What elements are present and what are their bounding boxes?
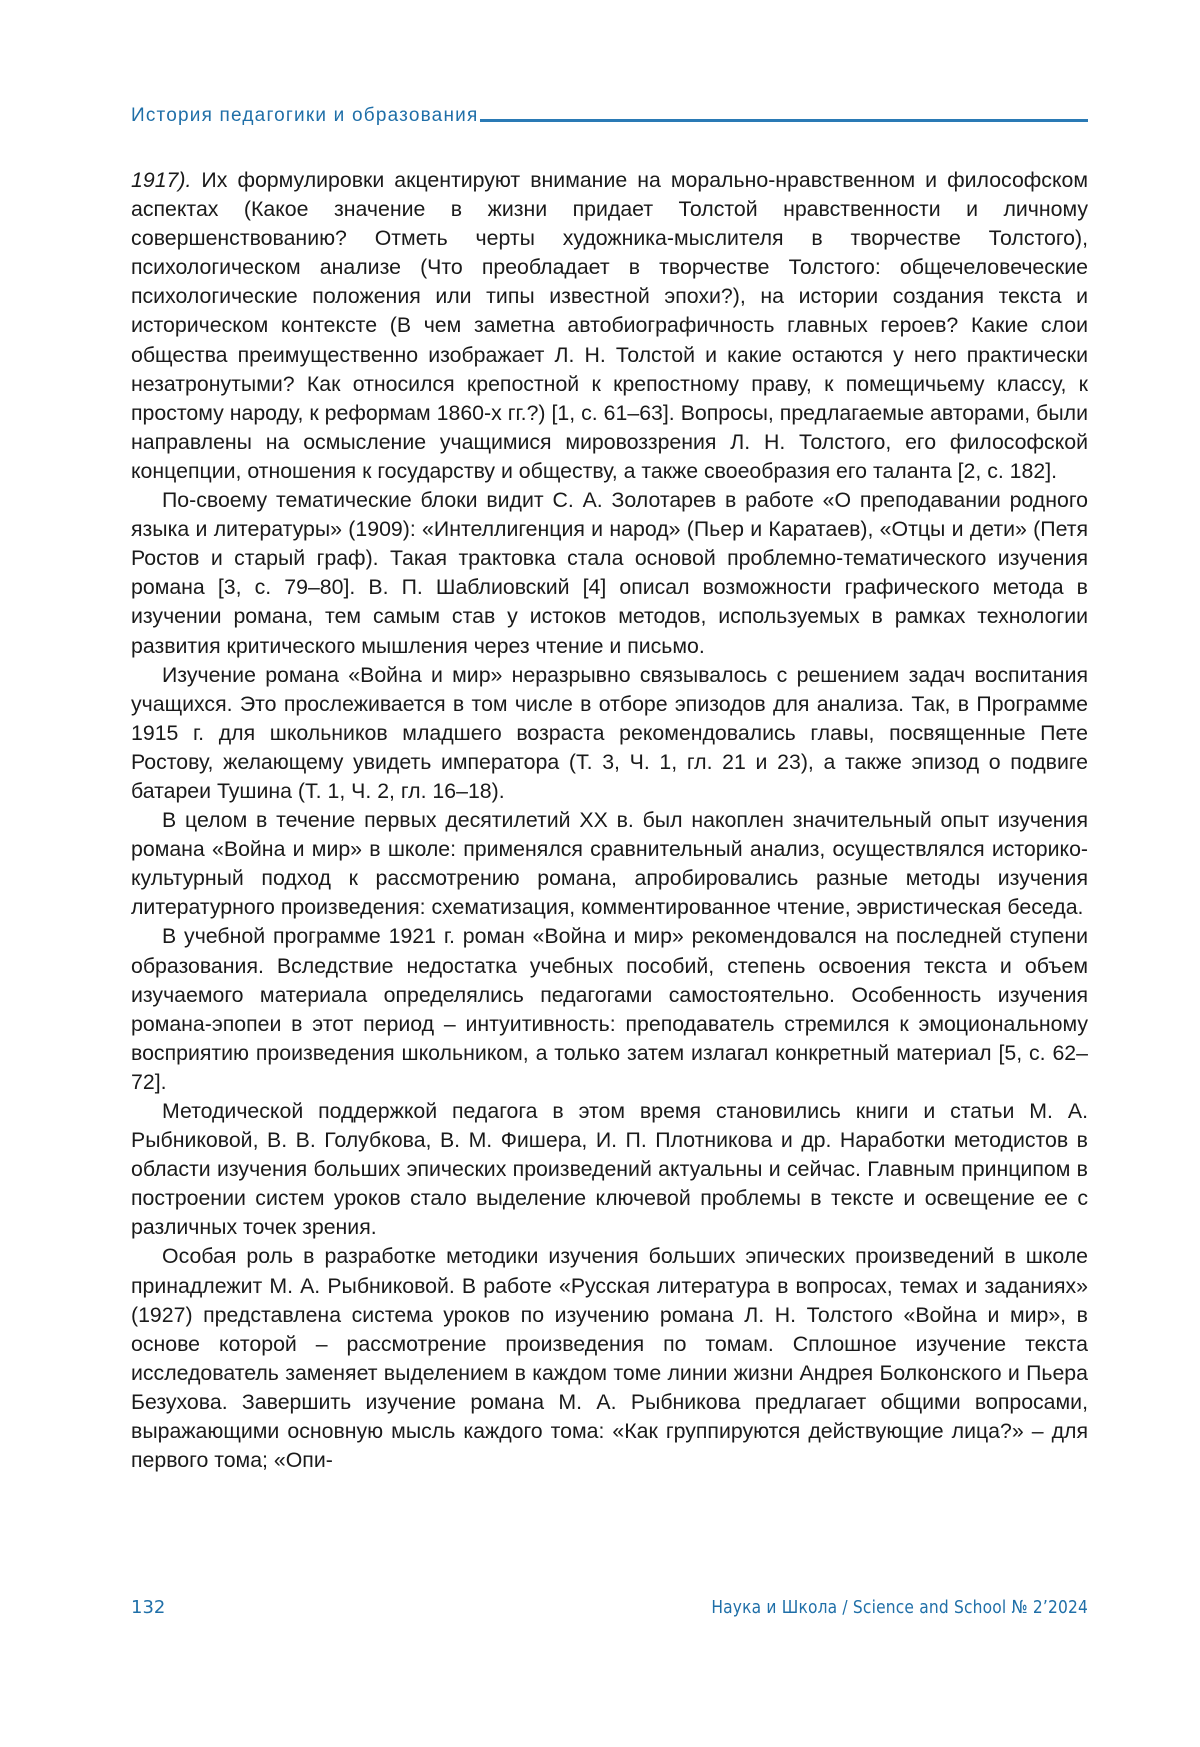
paragraph-text: Их формулировки акцентируют внимание на морально-нравственном и философском аспектах (Какое значение в жизни придает Толстой нравственности и личному совершенствованию? Отметь черты художника-мыслителя в творчестве Толстого), психологическом анализе (Что преобладает в творчестве Толстого: общечеловеческие психологические положения или типы известной эпохи?), на истории создания текста и историческом контексте (В чем заметна автобиографичность главных героев? Какие слои общества преимущественно изображает Л. Н. Толстой и какие остаются у него практически незатронутыми? Как относился крепостной к крепостному праву, к помещичьему классу, к простому народу, к реформам 1860-х гг.?) [1, с. 61–63]. Вопросы, предлагаемые авторами, были направлены на осмысление учащимися мировоззрения Л. Н. Толстого, его философской концепции, отношения к государству и обществу, а также своеобразия его таланта [2, с. 182].	[131, 168, 1088, 483]
section-title: История педагогики и образования	[131, 105, 479, 126]
paragraph: В целом в течение первых десятилетий XX в. был накоплен значительный опыт изучения романа «Война и мир» в школе: применялся сравнительный анализ, осуществлялся историко-культурный подход к рассмотрению романа, апробировались разные методы изучения литературного произведения: схематизация, комментированное чтение, эвристическая беседа.	[131, 808, 1088, 920]
paragraph-lead: 1917).	[131, 168, 192, 192]
article-body	[131, 166, 1088, 1475]
running-header	[131, 104, 1088, 126]
journal-info: Наука и Школа / Science and School № 2’2024	[711, 1597, 1088, 1618]
paragraph: Методической поддержкой педагога в этом время становились книги и статьи М. А. Рыбниковой, В. В. Голубкова, В. М. Фишера, И. П. Плотникова и др. Наработки методистов в области изучения больших эпических произведений актуальны и сейчас. Главным принципом в построении систем уроков стало выделение ключевой проблемы в тексте и освещение ее с различных точек зрения.	[131, 1099, 1088, 1240]
paragraph: Изучение романа «Война и мир» неразрывно связывалось с решением задач воспитания учащихся. Это прослеживается в том числе в отборе эпизодов для анализа. Так, в Программе 1915 г. для школьников младшего возраста рекомендовались главы, посвященные Пете Ростову, желающему увидеть императора (Т. 3, Ч. 1, гл. 21 и 23), а также эпизод о подвиге батареи Тушина (Т. 1, Ч. 2, гл. 16–18).	[131, 662, 1088, 803]
header-rule	[480, 119, 1088, 122]
paragraph: В учебной программе 1921 г. роман «Война и мир» рекомендовался на последней ступени образования. Вследствие недостатка учебных пособий, степень освоения текста и объем изучаемого материала определялись педагогами самостоятельно. Особенность изучения романа-эпопеи в этот период – интуитивность: преподаватель стремился к эмоциональному восприятию произведения школьником, а только затем излагал конкретный материал [5, с. 62–72].	[131, 924, 1088, 1094]
paragraph	[131, 166, 1088, 486]
paragraph: По-своему тематические блоки видит С. А. Золотарев в работе «О преподавании родного языка и литературы» (1909): «Интеллигенция и народ» (Пьер и Каратаев), «Отцы и дети» (Петя Ростов и старый граф). Такая трактовка стала основой проблемно-тематического изучения романа [3, с. 79–80]. В. П. Шаблиовский [4] описал возможности графического метода в изучении романа, тем самым став у истоков методов, используемых в рамках технологии развития критического мышления через чтение и письмо.	[131, 488, 1088, 658]
page-number: 132	[131, 1597, 166, 1618]
paragraph: Особая роль в разработке методики изучения больших эпических произведений в школе принадлежит М. А. Рыбниковой. В работе «Русская литература в вопросах, темах и заданиях» (1927) представлена система уроков по изучению романа Л. Н. Толстого «Война и мир», в основе которой – рассмотрение произведения по томам. Сплошное изучение текста исследователь заменяет выделением в каждом томе линии жизни Андрея Болконского и Пьера Безухова. Завершить изучение романа М. А. Рыбникова предлагает общими вопросами, выражающими основную мысль каждого тома: «Как группируются действующие лица?» – для первого тома; «Опи-	[131, 1244, 1088, 1473]
page-footer	[131, 1597, 1088, 1623]
